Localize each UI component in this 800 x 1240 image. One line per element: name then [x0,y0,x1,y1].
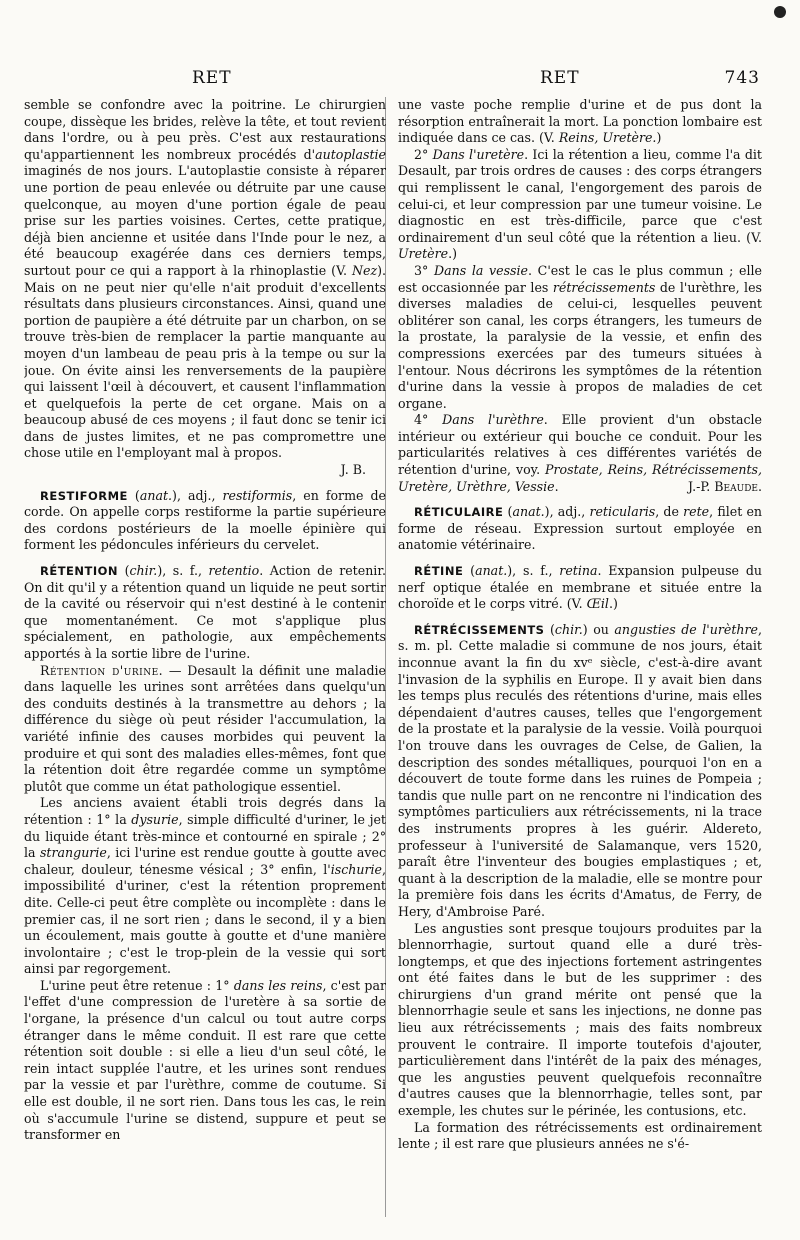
headword: RÉTENTION [40,564,119,579]
entry-retine: RÉTINE (anat.), s. f., retina. Expansion pulpeuse du nerf optique étalée en membrane et située entre la choroïde et le corps vitré. (V. Œil.) [398,563,762,612]
entry-reticulaire: RÉTICULAIRE (anat.), adj., reticularis, de rete, filet en forme de réseau. Expression surtout employée en anatomie vétérinaire. [398,504,762,553]
header-left-word: RET [192,68,232,88]
entry-restiforme: RESTIFORME (anat.), adj., restiformis, en forme de corde. On appelle corps restiforme la partie supérieure des cordons postérieurs de la moelle épinière qui forment les pédoncules inférieurs du cervelet. [24,487,386,553]
retention-urine-paragraph: Rétention d'urine. — Desault la définit une maladie dans laquelle les urines sont arrêtées dans quelqu'un des conduits destinés à la transmettre au dehors ; la différence du siège où peut résider l'accumulation, la variété infinie des causes morbides qui peuvent la produire et qui sont des maladies elles-mêmes, font que la rétention doit être regardée comme un symptôme plutôt que comme un état pathologique essentiel. [24,662,386,794]
left-column [24,97,386,1222]
ink-blot [774,6,786,18]
right-column [398,97,762,1222]
reins-paragraph: L'urine peut être retenue : 1° dans les reins, c'est par l'effet d'une compression de l'uretère à sa sortie de l'organe, la présence d'un calcul ou tout autre corps étranger dans le même conduit. Il est rare que cette rétention soit double : si elle a lieu d'un seul côté, le rein intact supplée l'autre, et les urines sont rendues par la vessie et par l'urèthre, comme de coutume. Si elle est double, il ne sort rien. Dans tous les cas, le rein où s'accumule l'urine se distend, suppure et peut se transformer en [24,977,386,1143]
signature: J. B. [340,462,366,478]
page-number: 743 [724,68,760,88]
angusties-paragraph: Les angusties sont presque toujours produites par la blennorrhagie, surtout quand elle a duré très-longtemps, et que des injections fortement astringentes ont été faites dans le but de les supprimer : des chirurgiens d'un grand mérite ont pensé que la blennorrhagie seule et sans les injections, ne donne pas lieu aux rétrécissements ; mais des faits nombreux prouvent le contraire. Il importe toutefois d'ajouter, particulièrement dans l'intérêt de la paix des ménages, que les angusties peuvent quelquefois reconnaître d'autres causes que la blennorrhagie, telles sont, par exemple, les chutes sur le périnée, les contusions, etc. [398,920,762,1119]
vessie-paragraph: 3° Dans la vessie. C'est le cas le plus commun ; elle est occasionnée par les rétrécissements de l'urèthre, les diverses maladies de celui-ci, lesquelles peuvent oblitérer son canal, les corps étrangers, les tumeurs de la prostate, la paralysie de la vessie, et enfin des compressions exercées par des tumeurs situées à l'entour. Nous décrirons les symptômes de la rétention d'urine dans la vessie à propos de maladies de cet organe. [398,262,762,411]
autoplastie-paragraph: semble se confondre avec la poitrine. Le chirurgien coupe, dissèque les brides, relève la tête, et tout revient dans l'ordre, ou à peu près. C'est aux restaurations qu'appartiennent les nombreux procédés d'autoplastie imaginés de nos jours. L'autoplastie consiste à réparer une portion de peau enlevée ou détruite par une cause quelconque, au moyen d'une portion égale de peau prise sur les parties voisines. Certes, cette pratique, déjà bien ancienne et usitée dans l'Inde pour le nez, a été beaucoup exagérée dans ces derniers temps, surtout pour ce qui a rapport à la rhinoplastie (V. Nez). Mais on ne peut nier qu'elle n'ait produit d'excellents résultats dans plusieurs circonstances. Ainsi, quand une portion de paupière a été détruite par un charbon, on se trouve très-bien de remplacer la partie manquante au moyen d'un lambeau de peau pris à la tempe ou sur la joue. On évite ainsi les renversements de la paupière qui laissent l'œil à découvert, et causent l'inflammation et quelquefois la perte de cet organe. Mais on a beaucoup abusé de ces moyens ; il faut donc se tenir ici dans de justes limites, et ne pas compromettre une chose utile en l'employant mal à propos. J. B. [24,97,386,478]
header-right-word: RET [540,68,580,88]
entry-retrecissements: RÉTRÉCISSEMENTS (chir.) ou angusties de l'urèthre, s. m. pl. Cette maladie si commune de nos jours, était inconnue avant la fin du xvᵉ siècle, c'est-à-dire avant l'invasion de la syphilis en Europe. Il y avait bien dans les temps plus reculés des rétentions d'urine, mais elles dépendaient d'autres causes, telles que l'engorgement de la prostate et la paralysie de la vessie. Voilà pourquoi l'on trouve dans les ouvrages de Celse, de Galien, la description des sondes métalliques, pourquoi l'on en a découvert de toute forme dans les ruines de Pompeia ; tandis que nulle part on ne rencontre ni l'indication des symptômes particuliers aux rétrécissements, ni la trace des instruments propres à les guérir. Aldereto, professeur à l'université de Salamanque, vers 1520, paraît être l'inventeur des bougies emplastiques ; et, quant à la description de la maladie, elle se montre pour la première fois dans les écrits d'Amatus, de Ferry, de Hery, d'Ambroise Paré. [398,621,762,919]
urethre-paragraph: 4° Dans l'urèthre. Elle provient d'un obstacle intérieur ou extérieur qui bouche ce conduit. Pour les particularités relatives à ces différentes variétés de rétention d'urine, voy. Prostate, Reins, Rétrécissements, Uretère, Urèthre, Vessie. J.-P. Beaude. [398,412,762,494]
headword: RÉTINE [414,564,464,579]
running-header [0,68,800,92]
headword: RÉTICULAIRE [414,505,504,520]
degrees-paragraph: Les anciens avaient établi trois degrés dans la rétention : 1° la dysurie, simple difficulté d'uriner, le jet du liquide étant très-mince et contourné en spirale ; 2° la strangurie, ici l'urine est rendue goutte à goutte avec chaleur, douleur, ténesme vésical ; 3° enfin, l'ischurie, impossibilité d'uriner, c'est la rétention proprement dite. Celle-ci peut être complète ou incomplète : dans le premier cas, il ne sort rien ; dans le second, il y a bien un écoulement, mais goutte à goutte et d'une manière involontaire ; c'est le trop-plein de la vessie qui sort ainsi par regorgement. [24,795,386,977]
headword: RÉTRÉCISSEMENTS [414,622,545,637]
signature: J.-P. Beaude. [688,478,762,494]
uretere-paragraph: 2° Dans l'uretère. Ici la rétention a lieu, comme l'a dit Desault, par trois ordres de causes : des corps étrangers qui remplissent le canal, l'engorgement des parois de celui-ci, et leur compression par une tumeur voisine. Le diagnostic en est très-difficile, parce que c'est ordinairement d'un seul côté que la rétention a lieu. (V. Uretère.) [398,146,762,262]
entry-retention: RÉTENTION (chir.), s. f., retentio. Action de retenir. On dit qu'il y a rétention quand un liquide ne peut sortir de la cavité ou réservoir qui n'est destiné à le contenir que momentanément. Ce mot s'applique plus spécialement, en pathologie, aux empêchements apportés à la sortie libre de l'urine. [24,563,386,661]
reins-continued: une vaste poche remplie d'urine et de pus dont la résorption entraînerait la mort. La ponction lombaire est indiquée dans ce cas. (V. Reins, Uretère.) [398,97,762,146]
formation-paragraph: La formation des rétrécissements est ordinairement lente ; il est rare que plusieurs années ne s'é- [398,1119,762,1152]
subheading: Rétention d'urine. [40,662,164,678]
headword: RESTIFORME [40,488,128,503]
